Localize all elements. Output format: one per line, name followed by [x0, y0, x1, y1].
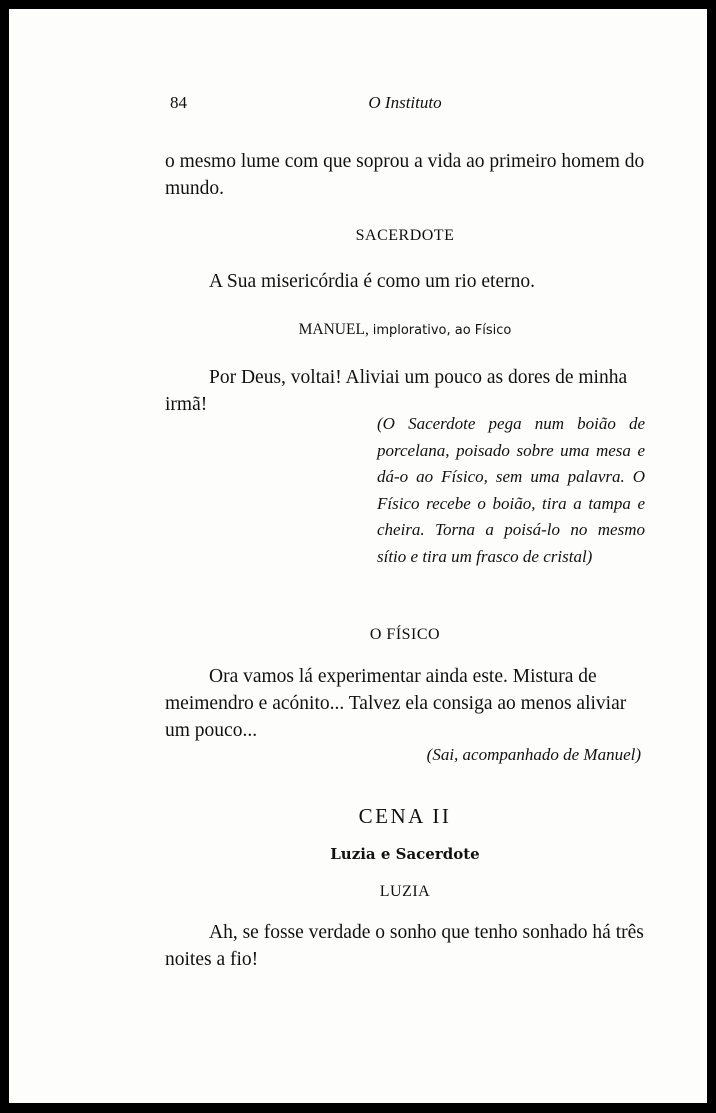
running-title: O Instituto [368, 93, 442, 112]
page-number: 84 [170, 93, 187, 112]
scene-characters: Luzia e Sacerdote [330, 845, 480, 863]
speaker-luzia: LUZIA [379, 883, 431, 900]
speaker-sacerdote: SACERDOTE [355, 227, 455, 244]
running-header [165, 93, 645, 117]
speaker-manuel-name: MANUEL, [298, 321, 369, 338]
speaker-fisico: O FÍSICO [369, 626, 441, 643]
speaker-manuel-direction: implorativo, ao Físico [372, 323, 512, 338]
paragraph-2: A Sua misericórdia é como um rio eterno. [209, 271, 535, 292]
paragraph-1: o mesmo lume com que soprou a vida ao primeiro homem do mundo. [165, 151, 645, 199]
paragraph-5: Ah, se fosse verdade o sonho que tenho sonhado há três noites a fio! [165, 922, 644, 970]
paragraph-3: Por Deus, voltai! Aliviai um pouco as dores de minha irmã! [165, 367, 628, 415]
stage-direction-2: (Sai, acompanhado de Manuel) [426, 745, 641, 764]
paragraph-4: Ora vamos lá experimentar ainda este. Mistura de meimendro e acónito... Talvez ela consiga ao menos aliviar um pouco... [165, 666, 627, 741]
stage-direction-1: (O Sacerdote pega num boião de porcelana, poisado sobre uma mesa e dá-o ao Físico, sem uma palavra. O Físico recebe o boião, tira a tampa e cheira. Torna a poisá-lo no mesmo sítio e tira um frasco de cristal) [377, 414, 645, 566]
book-page [9, 9, 707, 1103]
scene-title: CENA II [358, 804, 452, 828]
speaker-manuel [165, 321, 645, 339]
